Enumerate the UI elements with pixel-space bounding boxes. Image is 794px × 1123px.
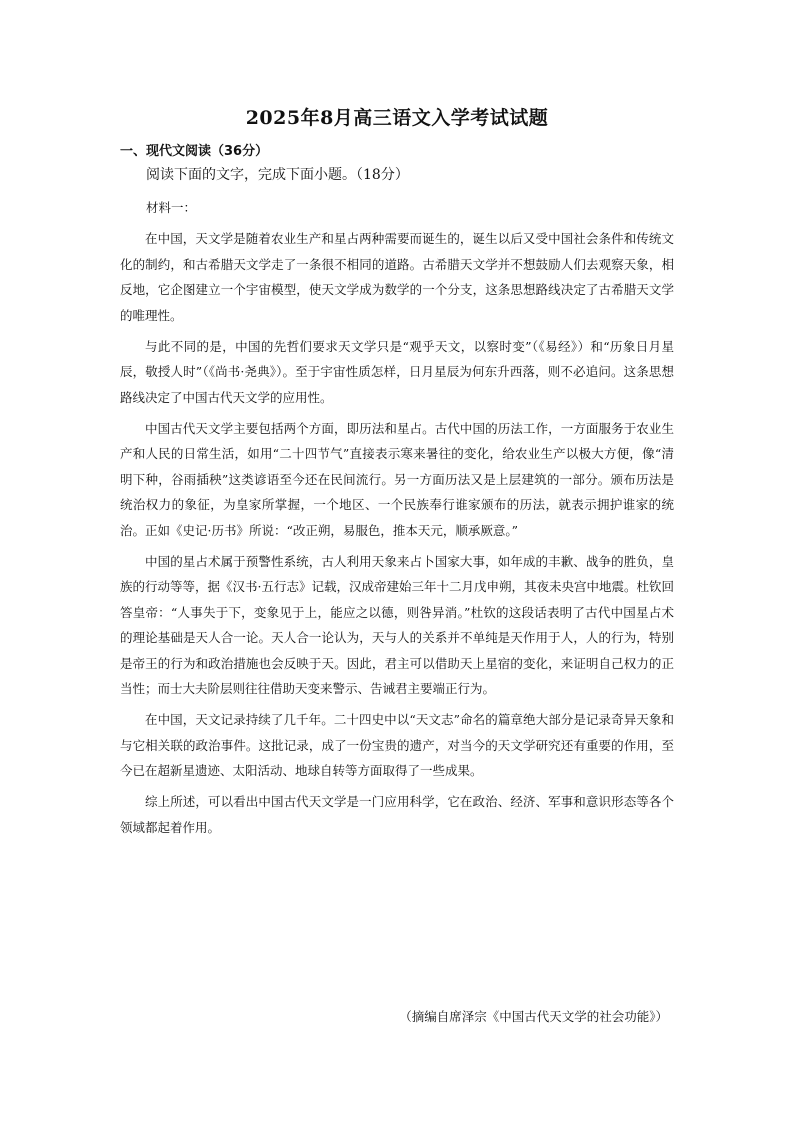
reading-instruction: 阅读下面的文字，完成下面小题。（18分） [146,167,409,183]
section-heading: 一、现代文阅读（36分） [120,144,269,159]
page-title: 2025年8月高三语文入学考试试题 [245,107,549,129]
passage-paragraph: 与此不同的是，中国的先哲们要求天文学只是“观乎天文，以察时变”（《易经》）和“历象日月星辰，敬授人时”（《尚书·尧典》）。至于宇宙性质怎样，日月星辰为何东升西落，则不必追问。这条思想路线决定了中国古代天文学的应用性。 [120,338,674,405]
passage-body [120,226,674,846]
passage-paragraph: 在中国，天文记录持续了几千年。二十四史中以“天文志”命名的篇章绝大部分是记录奇异天象和与它相关联的政治事件。这批记录，成了一份宝贵的遗产，对当今的天文学研究还有重要的作用，至今已在超新星遗迹、太阳活动、地球自转等方面取得了一些成果。 [120,712,674,778]
passage-paragraph: 中国古代天文学主要包括两个方面，即历法和星占。古代中国的历法工作，一方面服务于农业生产和人民的日常生活，如用“二十四节气”直接表示寒来暑往的变化，给农业生产以极大方便，像“清明下种，谷雨插秧”这类谚语至今还在民间流行。另一方面历法又是上层建筑的一部分。颁布历法是统治权力的象征，为皇家所掌握，一个地区、一个民族奉行谁家颁布的历法，就表示拥护谁家的统治。正如《史记·历书》所说：“改正朔，易服色，推本天元，顺承厥意。” [120,420,674,538]
passage-paragraph: 综上所述，可以看出中国古代天文学是一门应用科学，它在政治、经济、军事和意识形态等各个领域都起着作用。 [120,794,674,835]
passage-paragraph: 中国的星占术属于预警性系统，古人利用天象来占卜国家大事，如年成的丰歉、战争的胜负，皇族的行动等等，据《汉书·五行志》记载，汉成帝建始三年十二月戊申朔，其夜未央宫中地震。杜钦回答皇帝：“人事失于下，变象见于上，能应之以德，则咎异消。”杜钦的这段话表明了古代中国星占术的理论基础是天人合一论。天人合一论认为，天与人的关系并不单纯是天作用于人，人的行为，特别是帝王的行为和政治措施也会反映于天。因此，君主可以借助天上星宿的变化，来证明自己权力的正当性；而士大夫阶层则往往借助天变来警示、告诫君主要端正行为。 [120,553,674,696]
material-label: 材料一： [146,200,197,215]
passage-paragraph: 在中国，天文学是随着农业生产和星占两种需要而诞生的，诞生以后又受中国社会条件和传统文化的制约，和古希腊天文学走了一条很不相同的道路。古希腊天文学并不想鼓励人们去观察天象，相反地，它企图建立一个宇宙模型，使天文学成为数学的一个分支，这条思想路线决定了古希腊天文学的唯理性。 [120,231,674,323]
passage-source: （摘编自席泽宗《中国古代天文学的社会功能》） [399,1009,668,1024]
